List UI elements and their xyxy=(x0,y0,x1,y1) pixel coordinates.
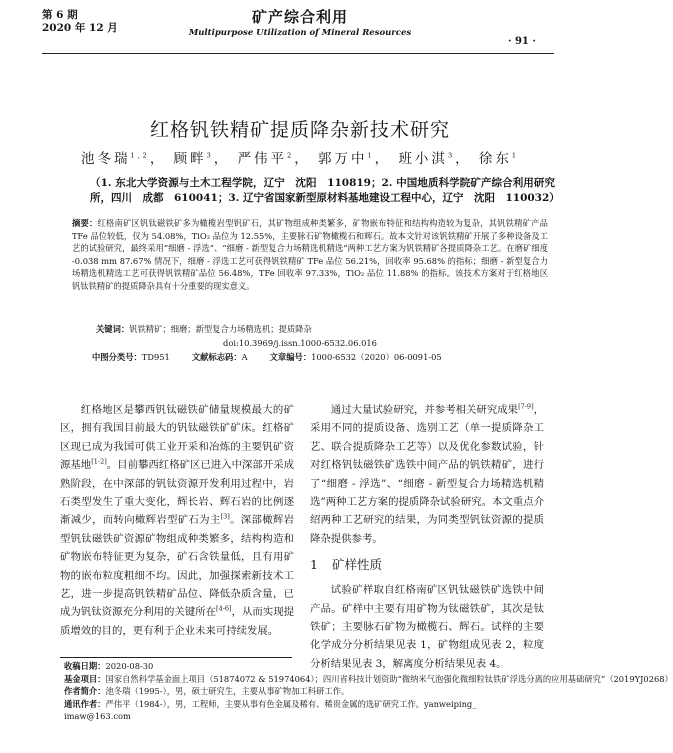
journal-header xyxy=(0,8,600,39)
article-title: 红格钒铁精矿提质降杂新技术研究 xyxy=(149,119,450,141)
intro-paragraph-2: 通过大量试验研究，并参考相关研究成果[7-9]，采用不同的提质设备、选别工艺（单一提质降杂工艺、联合提质降杂工艺等）以及优化参数试验，针对红格钒钛磁铁矿选铁中间产品的钒铁精矿，进行了“细磨 - 浮选”、“细磨 - 新型复合力场精选机精选”两种工艺方案的提质降杂试验研究。本文重点介绍两种工艺研究的结果，为同类型钒钛资源的提质降杂提供参考。 xyxy=(310,402,545,545)
section-heading xyxy=(310,556,544,574)
author-affiliation-mark: 3 xyxy=(447,151,456,160)
abstract-label: 摘要： xyxy=(72,218,98,228)
author-affiliation-mark: 1 xyxy=(367,151,375,160)
classification-line xyxy=(92,351,442,363)
corresponding-author: 通讯作者：严伟平（1984-），男，工程师，主要从事有色金属及稀有、稀贵金属的选矿研究工作。yanweiping_ xyxy=(64,698,477,709)
author-list: 池冬瑞$^{1,2}$， 顾畔$^3$， 严伟平$^2$， 郭万中$^1$， 班小淇$^3$， 徐东$^1$ xyxy=(80,151,520,167)
section-title: 矿样性质 xyxy=(332,557,383,573)
author-name: 徐东 xyxy=(478,151,512,167)
keywords xyxy=(96,323,548,336)
received-date: 收稿日期：2020-08-30 xyxy=(64,661,154,671)
abstract-text: 红格南矿区钒钛磁铁矿多为橄榄岩型钒矿石，其矿物组成种类繁多，矿物嵌布特征和结构构造较为复杂，其钒铁精矿产品 TFe 品位较低，仅为 54.08%，TiO₂ 品位为 12.55%，主要脉石矿物橄榄石和辉石。故本文针对该钒铁精矿开展了多种设备及工艺的试验研究，最终采用“细磨 - 浮选”、“细磨 - 新型复合力场精选机精选”两种工艺方案为钒铁精矿各提质降杂工艺。在磨矿细度 -0.038 mm 87.67% 情况下，细磨 - 浮选工艺可获得钒铁精矿 TFe 品位 56.21%，回收率 95.68% 的指标；细磨 - 新型复合力场精选机精选工艺可获得钒铁精矿品位 56.48%，TFe 回收率 97.33%，TiO₂ 品位 11.88% 的指标。该技术方案对于红格地区钒钛铁精矿的提质降杂具有十分重要的现实意义。 xyxy=(72,218,548,291)
sample-paragraph: 试验矿样取自红格南矿区钒钛磁铁矿选铁中间产品。矿样中主要有用矿物为钛磁铁矿，其次是钛铁矿；主要脉石矿物为橄榄石、辉石。试样的主要化学成分分析结果见表 1，矿物组成见表 2，粒度分析结果见表 3，解离度分析结果见表 4。 xyxy=(310,584,544,670)
author-affiliation-mark: 3 xyxy=(206,151,214,160)
citation: [3] xyxy=(220,512,230,521)
body-column-left xyxy=(60,401,294,640)
class-value: TD951 xyxy=(141,352,170,362)
footnotes xyxy=(64,660,673,723)
keywords-label: 关键词： xyxy=(96,324,130,334)
doi: doi:10.3969/j.issn.1000-6532.06.016 xyxy=(223,338,377,348)
author-name: 池冬瑞 xyxy=(80,151,131,167)
citation: [4-6] xyxy=(216,605,232,613)
author-affiliation-mark: 2 xyxy=(287,151,295,160)
fund-info: 基金项目：国家自然科学基金面上项目（51874072 & 51974064）；四川省科技计划资助“微纳米气泡强化微细粒钛铁矿浮选分离的应用基础研究”（2019YJ0268） xyxy=(64,673,673,684)
author-name: 严伟平 xyxy=(237,151,288,167)
body-column-right xyxy=(310,401,544,673)
article-number-label: 文章编号： xyxy=(269,352,312,362)
doc-code-label: 文献标志码： xyxy=(191,352,242,362)
page-number: · 91 · xyxy=(508,36,536,47)
article-number-value: 1000-6532（2020）06-0091-05 xyxy=(311,352,442,362)
author-name: 班小淇 xyxy=(398,151,448,167)
section-number: 1 xyxy=(310,557,318,573)
journal-title-en: Multipurpose Utilization of Mineral Resources xyxy=(188,28,412,38)
doc-code-value: A xyxy=(241,352,248,362)
class-label: 中图分类号： xyxy=(92,352,142,362)
header-rule xyxy=(42,53,554,54)
citation: [7-9] xyxy=(518,402,534,411)
author-name: 郭万中 xyxy=(318,151,368,167)
issue-date: 2020 年 12 月 xyxy=(42,22,118,34)
journal-title-cn: 矿产综合利用 xyxy=(251,8,348,26)
footnote-rule xyxy=(60,657,292,658)
keywords-text: 钒铁精矿；细磨；新型复合力场精选机；提质降杂 xyxy=(129,324,312,334)
corresponding-email: imaw@163.com xyxy=(64,711,131,721)
author-bio: 作者简介：池冬瑞（1995-），男，硕士研究生，主要从事矿物加工科研工作。 xyxy=(64,686,350,696)
intro-paragraph: 红格地区是攀西钒钛磁铁矿储量规模最大的矿区，拥有我国目前最大的钒钛磁铁矿矿床。红格矿区现已成为我国可供工业开采和冶炼的主要钒矿资源基地[1-2]。目前攀西红格矿区已进入中深部开采成熟阶段，在中深部的钒钛资源开发利用过程中，岩石类型发生了重大变化，辉长岩、辉石岩的比例逐渐减少，而转向橄辉岩型矿石为主[3]。深部橄辉岩型钒钛磁铁矿资源矿物组成种类繁多，结构构造和矿物嵌布特征更为复杂，矿石含铁量低，且有用矿物的嵌布粒度粗细不均。因此，加强探索新技术工艺，进一步提高钒铁精矿品位、降低杂质含量，已成为钒钛资源充分利用的关键所在[4-6]，从而实现提质增效的目的，更有利于企业未来可持续发展。 xyxy=(60,404,295,637)
author-name: 顾畔 xyxy=(173,151,207,167)
author-affiliation-mark: 1 xyxy=(511,151,520,160)
author-affiliation-mark: 1,2 xyxy=(130,151,150,160)
affiliations: （1. 东北大学资源与土木工程学院，辽宁 沈阳 110819；2. 中国地质科学院矿产综合利用研究所，四川 成都 610041；3. 辽宁省国家新型原材料基地建设工程中心，辽宁 沈阳 110032） xyxy=(90,177,560,204)
issue-number: 第 6 期 xyxy=(42,9,78,21)
citation: [1-2] xyxy=(91,457,107,466)
abstract xyxy=(72,217,548,293)
